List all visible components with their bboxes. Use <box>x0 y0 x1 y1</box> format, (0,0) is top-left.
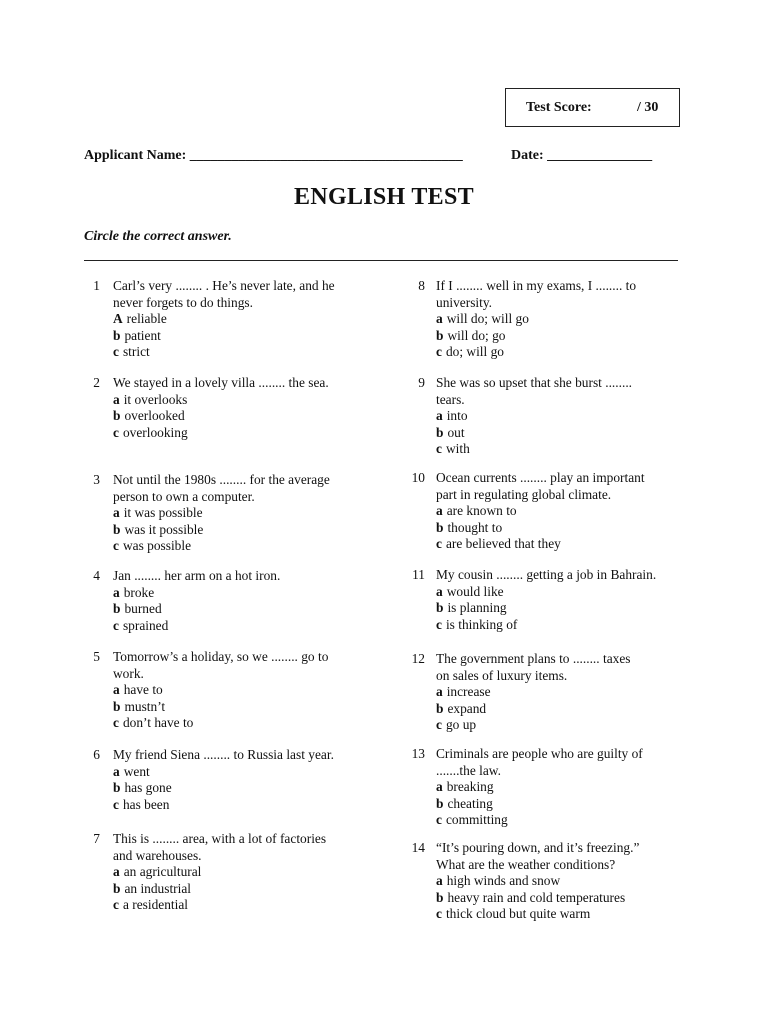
answer-option-a[interactable] <box>436 408 686 425</box>
option-text: it was possible <box>123 505 203 521</box>
question-text: What are the weather conditions? <box>436 856 616 872</box>
option-text: strict <box>122 344 150 360</box>
question-number: 11 <box>412 567 425 582</box>
option-letter: a <box>436 311 443 327</box>
question-text: tears. <box>436 391 465 407</box>
option-text: heavy rain and cold temperatures <box>447 889 626 905</box>
question-number: 8 <box>418 278 425 293</box>
test-score-value: / 30 <box>637 100 659 115</box>
question-number: 7 <box>93 831 100 846</box>
answer-option-a[interactable] <box>113 585 363 602</box>
option-text: patient <box>124 327 161 343</box>
answer-option-c[interactable] <box>113 344 363 361</box>
answer-option-a[interactable] <box>436 779 686 796</box>
answer-option-b[interactable] <box>113 408 363 425</box>
answer-option-b[interactable] <box>113 328 363 345</box>
answer-option-a[interactable] <box>436 873 686 890</box>
option-letter: b <box>436 795 444 811</box>
answer-option-a[interactable] <box>113 505 363 522</box>
question-text: part in regulating global climate. <box>436 486 612 502</box>
question-number: 2 <box>93 375 100 390</box>
option-text: reliable <box>126 311 167 327</box>
question-text: university. <box>436 294 493 310</box>
option-letter: a <box>436 583 443 599</box>
option-letter: a <box>113 391 120 407</box>
question-text: Jan ........ her arm on a hot iron. <box>113 568 281 583</box>
option-text: is planning <box>447 600 507 616</box>
option-text: with <box>445 441 470 457</box>
option-text: increase <box>446 684 491 700</box>
option-letter: c <box>113 344 119 360</box>
question-text: never forgets to do things. <box>113 294 253 310</box>
option-text: overlooking <box>122 424 188 440</box>
answer-option-b[interactable] <box>113 601 363 618</box>
option-letter: c <box>113 617 119 633</box>
option-text: will do; go <box>447 327 506 343</box>
option-letter: a <box>113 584 120 600</box>
date-field: Date: _______________ <box>511 148 653 163</box>
question-number: 13 <box>411 746 425 761</box>
option-letter: c <box>113 897 119 913</box>
option-letter: b <box>436 600 444 616</box>
question-text: Not until the 1980s ........ for the average <box>113 472 330 487</box>
option-letter: b <box>113 521 121 537</box>
question-text: Carl’s very ........ . He’s never late, and he <box>113 278 335 293</box>
question-text: work. <box>113 665 144 681</box>
option-letter: a <box>436 779 443 795</box>
option-letter: b <box>113 327 121 343</box>
answer-option-b[interactable] <box>436 600 686 617</box>
option-letter: b <box>436 889 444 905</box>
answer-option-a[interactable] <box>113 864 363 881</box>
answer-option-a[interactable] <box>436 503 686 520</box>
option-text: a residential <box>122 897 189 913</box>
option-letter: c <box>436 441 442 457</box>
answer-option-b[interactable] <box>436 796 686 813</box>
answer-option-b[interactable] <box>436 328 686 345</box>
option-letter: a <box>436 503 443 519</box>
question-number: 9 <box>418 375 425 390</box>
option-text: has been <box>122 796 170 812</box>
test-score-box <box>505 88 680 127</box>
option-text: high winds and snow <box>446 873 561 889</box>
option-letter: A <box>113 311 123 327</box>
answer-option-c[interactable] <box>436 906 686 923</box>
question-number: 5 <box>93 649 100 664</box>
option-text: breaking <box>446 779 494 795</box>
option-text: mustn’t <box>124 698 166 714</box>
option-letter: c <box>113 715 119 731</box>
answer-option-a[interactable] <box>436 584 686 601</box>
question-text: My friend Siena ........ to Russia last year. <box>113 747 334 762</box>
option-text: are believed that they <box>445 536 561 552</box>
answer-option-c[interactable] <box>436 812 686 829</box>
question-text: This is ........ area, with a lot of factories <box>113 831 327 846</box>
option-letter: a <box>113 682 120 698</box>
option-text: are known to <box>446 503 517 519</box>
option-letter: b <box>113 698 121 714</box>
question-text: We stayed in a lovely villa ........ the sea. <box>113 375 329 390</box>
option-text: into <box>446 408 468 424</box>
option-letter: b <box>436 519 444 535</box>
answer-option-c[interactable] <box>113 897 363 914</box>
option-letter: c <box>436 717 442 733</box>
answer-option-b[interactable] <box>113 699 363 716</box>
question-number: 4 <box>93 568 100 583</box>
option-text: an agricultural <box>123 864 202 880</box>
option-text: was possible <box>122 538 192 554</box>
answer-option-a[interactable] <box>436 311 686 328</box>
option-letter: a <box>436 684 443 700</box>
answer-option-c[interactable] <box>113 715 363 732</box>
option-text: overlooked <box>124 408 185 424</box>
question-text: .......the law. <box>436 762 501 778</box>
answer-option-c[interactable] <box>113 538 363 555</box>
option-letter: a <box>113 864 120 880</box>
answer-option-b[interactable] <box>113 881 363 898</box>
option-text: thought to <box>447 519 503 535</box>
option-letter: a <box>436 408 443 424</box>
option-text: committing <box>445 812 508 828</box>
divider-line <box>84 260 678 261</box>
answer-option-a[interactable] <box>436 684 686 701</box>
option-text: an industrial <box>124 880 192 896</box>
option-text: have to <box>123 682 163 698</box>
question-text: and warehouses. <box>113 847 202 863</box>
answer-option-c[interactable] <box>436 536 686 553</box>
answer-option-a[interactable] <box>113 311 363 328</box>
option-letter: a <box>113 505 120 521</box>
option-letter: c <box>113 538 119 554</box>
answer-option-b[interactable] <box>436 890 686 907</box>
answer-option-a[interactable] <box>113 682 363 699</box>
question-text: Ocean currents ........ play an important <box>436 470 645 485</box>
option-letter: a <box>113 763 120 779</box>
question-text: The government plans to ........ taxes <box>436 651 631 666</box>
option-text: out <box>447 424 465 440</box>
option-letter: c <box>436 616 442 632</box>
page-title: ENGLISH TEST <box>294 184 474 210</box>
option-letter: b <box>113 601 121 617</box>
option-letter: c <box>436 536 442 552</box>
answer-option-c[interactable] <box>436 344 686 361</box>
question-number: 3 <box>93 472 100 487</box>
option-text: cheating <box>447 795 493 811</box>
question-text: She was so upset that she burst ........ <box>436 375 633 390</box>
question-text: person to own a computer. <box>113 488 255 504</box>
answer-option-c[interactable] <box>436 717 686 734</box>
question-number: 10 <box>411 470 425 485</box>
option-letter: a <box>436 873 443 889</box>
option-text: has gone <box>124 780 172 796</box>
answer-option-b[interactable] <box>436 520 686 537</box>
option-text: broke <box>123 584 155 600</box>
answer-option-c[interactable] <box>113 425 363 442</box>
option-letter: c <box>113 796 119 812</box>
answer-option-c[interactable] <box>436 441 686 458</box>
question-text: If I ........ well in my exams, I ........ to <box>436 278 637 293</box>
option-letter: c <box>436 344 442 360</box>
question-number: 14 <box>411 840 425 855</box>
option-letter: b <box>113 408 121 424</box>
answer-option-b[interactable] <box>113 522 363 539</box>
option-letter: b <box>436 700 444 716</box>
option-letter: c <box>436 906 442 922</box>
answer-option-c[interactable] <box>436 617 686 634</box>
option-text: go up <box>445 717 477 733</box>
question-text: “It’s pouring down, and it’s freezing.” <box>436 840 640 855</box>
answer-option-b[interactable] <box>436 701 686 718</box>
answer-option-c[interactable] <box>113 618 363 635</box>
option-text: sprained <box>122 617 169 633</box>
instruction-text: Circle the correct answer. <box>84 229 232 244</box>
option-text: would like <box>446 583 504 599</box>
applicant-name-field: Applicant Name: _______________________________________ <box>84 148 463 163</box>
question-number: 12 <box>411 651 425 666</box>
question-number: 6 <box>93 747 100 762</box>
option-text: is thinking of <box>445 616 518 632</box>
option-letter: c <box>113 424 119 440</box>
option-letter: b <box>113 780 121 796</box>
option-text: do; will go <box>445 344 504 360</box>
option-letter: b <box>113 880 121 896</box>
question-text: Tomorrow’s a holiday, so we ........ go to <box>113 649 329 664</box>
option-text: don’t have to <box>122 715 194 731</box>
answer-option-b[interactable] <box>113 780 363 797</box>
option-text: went <box>123 763 150 779</box>
question-text: My cousin ........ getting a job in Bahrain. <box>436 567 657 582</box>
option-letter: b <box>436 424 444 440</box>
answer-option-b[interactable] <box>436 425 686 442</box>
answer-option-a[interactable] <box>113 764 363 781</box>
option-text: was it possible <box>124 521 204 537</box>
question-text: on sales of luxury items. <box>436 667 568 683</box>
option-text: expand <box>447 700 487 716</box>
answer-option-c[interactable] <box>113 797 363 814</box>
option-text: will do; will go <box>446 311 529 327</box>
option-text: it overlooks <box>123 391 188 407</box>
option-text: burned <box>124 601 162 617</box>
option-text: thick cloud but quite warm <box>445 906 591 922</box>
test-score-label: Test Score: <box>526 100 592 115</box>
question-number: 1 <box>93 278 100 293</box>
answer-option-a[interactable] <box>113 392 363 409</box>
option-letter: c <box>436 812 442 828</box>
question-text: Criminals are people who are guilty of <box>436 746 643 761</box>
option-letter: b <box>436 327 444 343</box>
